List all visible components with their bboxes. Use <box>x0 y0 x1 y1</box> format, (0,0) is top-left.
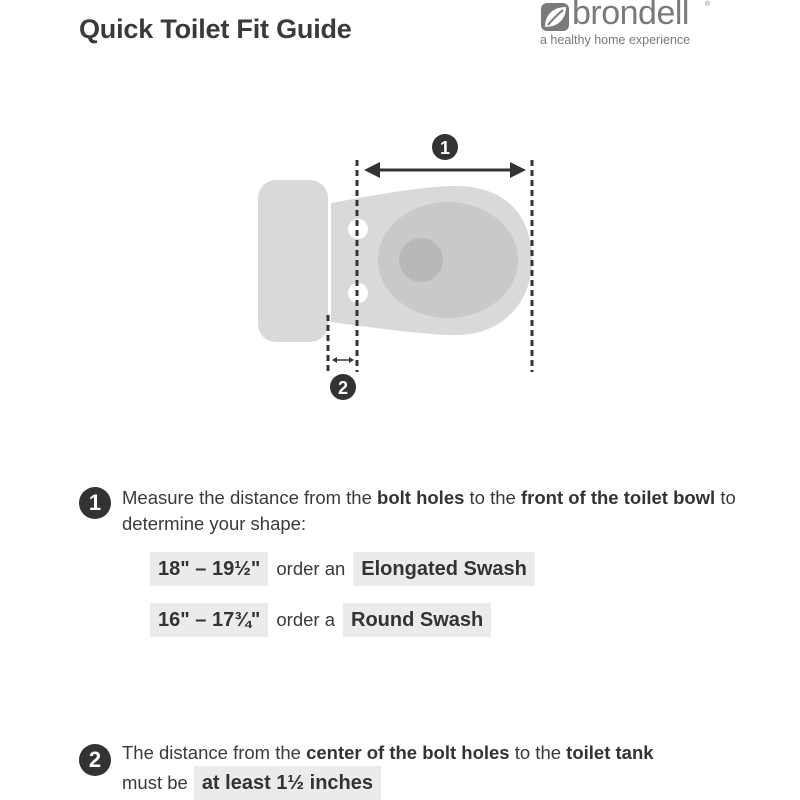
arrow-head-left <box>364 162 380 178</box>
brand-logo <box>540 0 715 50</box>
text-part: to the <box>509 742 567 763</box>
arrow2-head-left <box>332 357 337 363</box>
step-2-text <box>122 740 742 766</box>
step-2-badge: 2 <box>79 744 111 776</box>
page-title: Quick Toilet Fit Guide <box>79 14 352 44</box>
size-range: 18" – 19½" <box>150 552 268 586</box>
text-part: to determine your shape: <box>122 487 736 534</box>
text-part: to the <box>464 487 521 508</box>
connector-text: order an <box>276 558 346 579</box>
marker-1-label: 1 <box>439 138 451 158</box>
arrow-head-right <box>510 162 526 178</box>
step-2-line2 <box>122 766 381 800</box>
brand-name: brondell <box>572 0 689 32</box>
min-distance-highlight: at least 1½ inches <box>194 766 381 800</box>
size-range: 16" – 17¾" <box>150 603 268 637</box>
connector-text: order a <box>276 609 335 630</box>
step-1-badge: 1 <box>79 487 111 519</box>
text-part-bold: bolt holes <box>377 487 465 508</box>
product-name: Round Swash <box>343 603 491 637</box>
text-part-bold: front of the toilet bowl <box>520 487 716 508</box>
must-be-text: must be <box>122 772 188 793</box>
text-part-bold: center of the bolt holes <box>306 742 510 763</box>
brand-tagline: a healthy home experience <box>540 33 691 47</box>
arrow2-head-right <box>349 357 354 363</box>
drain <box>399 238 443 282</box>
leaf-logo-icon <box>540 2 570 32</box>
option-elongated <box>150 552 535 586</box>
step-1-text <box>122 485 742 537</box>
text-part-bold: toilet tank <box>566 742 654 763</box>
text-part: The distance from the <box>122 742 307 763</box>
text-part: Measure the distance from the <box>122 487 378 508</box>
option-round <box>150 603 491 637</box>
toilet-tank <box>258 180 328 342</box>
marker-2-label: 2 <box>337 378 349 398</box>
product-name: Elongated Swash <box>353 552 535 586</box>
registered-mark: ® <box>705 1 711 8</box>
toilet-diagram <box>240 120 560 410</box>
